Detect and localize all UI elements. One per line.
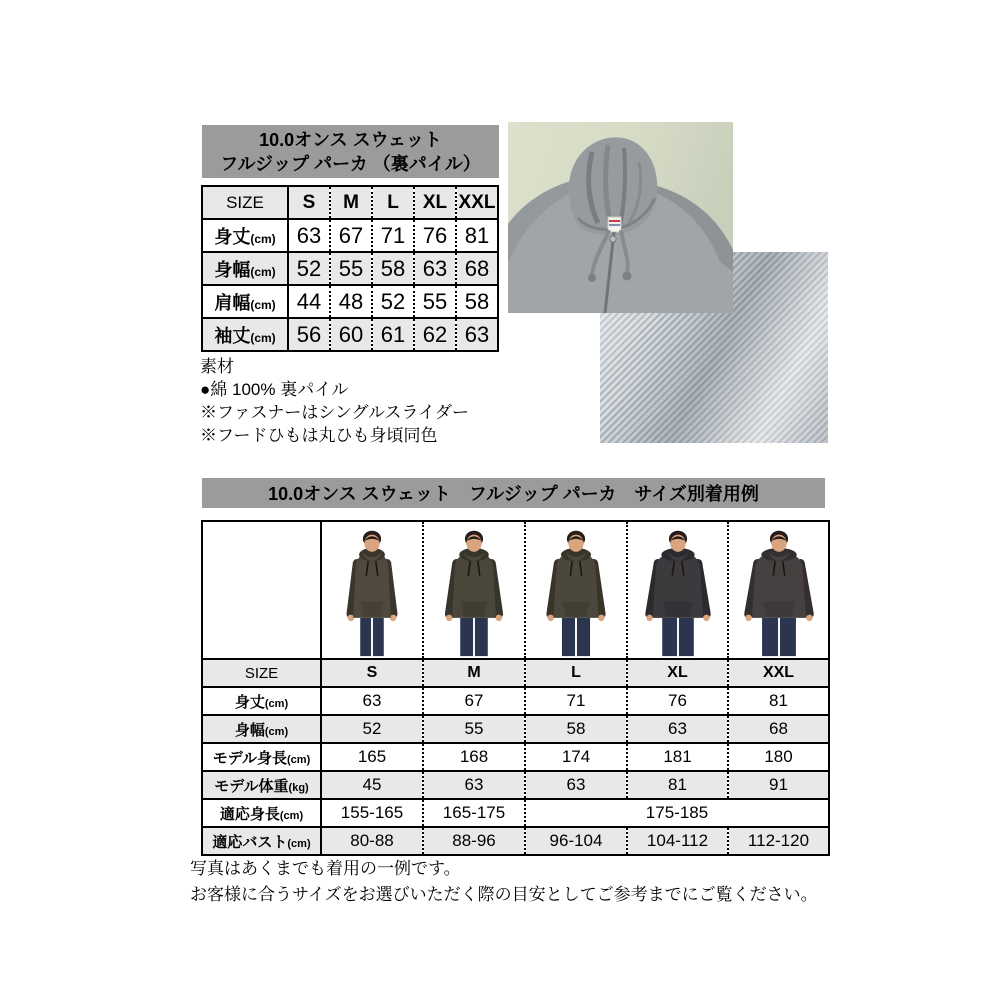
value-cell: 174 — [525, 743, 627, 771]
value-cell: 104-112 — [627, 827, 728, 855]
value-cell: 60 — [330, 318, 372, 351]
value-cell: 88-96 — [423, 827, 525, 855]
value-cell: 96-104 — [525, 827, 627, 855]
size-col-m: M — [330, 186, 372, 219]
row-label: 身丈(cm) — [202, 687, 321, 715]
usage-notes — [190, 856, 818, 908]
table-row — [202, 771, 829, 799]
value-cell: 55 — [330, 252, 372, 285]
table-row — [202, 799, 829, 827]
value-cell: 168 — [423, 743, 525, 771]
value-cell: 55 — [414, 285, 456, 318]
row-label: 身丈(cm) — [202, 219, 288, 252]
value-cell: 67 — [423, 687, 525, 715]
table-row — [202, 285, 498, 318]
model-photo-xxl — [728, 521, 829, 659]
value-cell: 58 — [372, 252, 414, 285]
table-row — [202, 252, 498, 285]
value-cell: 68 — [456, 252, 498, 285]
value-cell: 63 — [321, 687, 423, 715]
row-label: モデル身長(cm) — [202, 743, 321, 771]
value-cell: 52 — [321, 715, 423, 743]
row-label: 身幅(cm) — [202, 252, 288, 285]
note-line: 写真はあくまでも着用の一例です。 — [190, 859, 461, 878]
row-label: 身幅(cm) — [202, 715, 321, 743]
value-cell: 63 — [627, 715, 728, 743]
value-cell: 63 — [525, 771, 627, 799]
value-cell: 63 — [288, 219, 330, 252]
table-row — [202, 743, 829, 771]
material-heading: 素材 — [200, 357, 234, 376]
material-info — [200, 355, 469, 447]
value-cell: 68 — [728, 715, 829, 743]
value-cell: 181 — [627, 743, 728, 771]
wear-size-col-xl: XL — [627, 659, 728, 687]
value-cell: 52 — [288, 252, 330, 285]
value-cell: 55 — [423, 715, 525, 743]
value-cell: 71 — [525, 687, 627, 715]
value-cell: 62 — [414, 318, 456, 351]
wear-size-col-m: M — [423, 659, 525, 687]
row-label: 肩幅(cm) — [202, 285, 288, 318]
value-cell: 155-165 — [321, 799, 423, 827]
value-cell: 165-175 — [423, 799, 525, 827]
value-cell: 165 — [321, 743, 423, 771]
material-line: ※ファスナーはシングルスライダー — [200, 403, 470, 422]
note-line: お客様に合うサイズをお選びいただく際の目安としてご参考までにご覧ください。 — [190, 885, 818, 904]
value-cell: 44 — [288, 285, 330, 318]
value-cell: 180 — [728, 743, 829, 771]
hoodie-illustration — [508, 122, 733, 313]
value-cell: 81 — [456, 219, 498, 252]
value-cell: 61 — [372, 318, 414, 351]
wear-size-header-label: SIZE — [202, 659, 321, 687]
wear-size-col-xxl: XXL — [728, 659, 829, 687]
value-cell: 76 — [414, 219, 456, 252]
value-cell: 58 — [456, 285, 498, 318]
size-col-xl: XL — [414, 186, 456, 219]
model-photo-m — [423, 521, 525, 659]
wear-example-table — [201, 520, 830, 856]
wear-size-col-s: S — [321, 659, 423, 687]
model-photo-row — [202, 521, 829, 659]
value-cell: 52 — [372, 285, 414, 318]
wear-size-header-row — [202, 659, 829, 687]
value-cell: 71 — [372, 219, 414, 252]
material-line: ※フードひもは丸ひも身頃同色 — [200, 426, 438, 445]
table-row — [202, 318, 498, 351]
product-title-line2: フルジップ パーカ （裏パイル） — [220, 153, 481, 174]
value-cell: 48 — [330, 285, 372, 318]
model-photo-l — [525, 521, 627, 659]
model-photo-row-empty-label — [202, 521, 321, 659]
row-label: 適応バスト(cm) — [202, 827, 321, 855]
value-cell: 112-120 — [728, 827, 829, 855]
value-cell: 80-88 — [321, 827, 423, 855]
value-cell: 175-185 — [525, 799, 829, 827]
wear-size-col-l: L — [525, 659, 627, 687]
model-photo-s — [321, 521, 423, 659]
value-cell: 63 — [414, 252, 456, 285]
table-row — [202, 687, 829, 715]
value-cell: 63 — [423, 771, 525, 799]
size-col-xxl: XXL — [456, 186, 498, 219]
hoodie-product-photo — [508, 122, 733, 313]
value-cell: 45 — [321, 771, 423, 799]
value-cell: 91 — [728, 771, 829, 799]
size-col-s: S — [288, 186, 330, 219]
value-cell: 81 — [728, 687, 829, 715]
material-line: ●綿 100% 裏パイル — [200, 380, 349, 399]
table-row — [202, 827, 829, 855]
value-cell: 81 — [627, 771, 728, 799]
value-cell: 58 — [525, 715, 627, 743]
row-label: モデル体重(kg) — [202, 771, 321, 799]
value-cell: 63 — [456, 318, 498, 351]
product-title-banner — [202, 125, 499, 178]
wear-example-title: 10.0オンス スウェット フルジップ パーカ サイズ別着用例 — [202, 478, 825, 508]
model-photo-xl — [627, 521, 728, 659]
table-row — [202, 715, 829, 743]
size-col-l: L — [372, 186, 414, 219]
row-label: 適応身長(cm) — [202, 799, 321, 827]
size-header-row — [202, 186, 498, 219]
product-title-line1: 10.0オンス スウェット — [259, 129, 442, 150]
value-cell: 56 — [288, 318, 330, 351]
row-label: 袖丈(cm) — [202, 318, 288, 351]
value-cell: 67 — [330, 219, 372, 252]
size-header-label: SIZE — [202, 186, 288, 219]
size-spec-table — [201, 185, 499, 352]
value-cell: 76 — [627, 687, 728, 715]
table-row — [202, 219, 498, 252]
